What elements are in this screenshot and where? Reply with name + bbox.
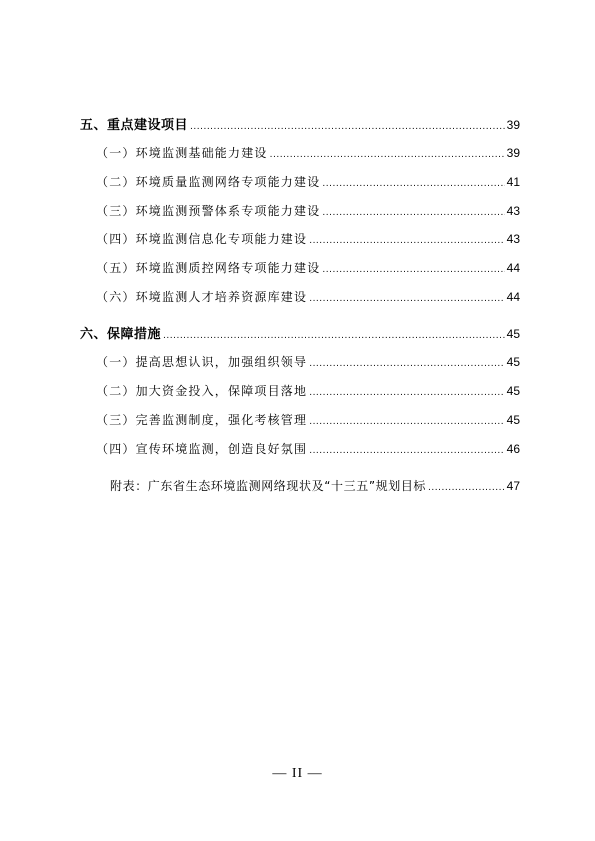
- toc-entry[interactable]: [80, 323, 520, 342]
- leader-dots: [270, 150, 505, 160]
- toc-entry-page: 39: [506, 146, 520, 160]
- toc-entry-label: （二）加大资金投入，保障项目落地: [96, 384, 308, 398]
- toc-entry-label: （一）提高思想认识，加强组织领导: [96, 355, 308, 369]
- toc-entry[interactable]: [96, 411, 520, 428]
- leader-dots: [309, 446, 504, 456]
- toc-entry[interactable]: [96, 230, 520, 247]
- leader-dots: [322, 179, 504, 189]
- toc-entry-appendix[interactable]: [110, 477, 520, 494]
- toc-entry-page: 45: [506, 413, 520, 427]
- toc-entry-label: 六、保障措施: [80, 327, 162, 342]
- toc-entry-label: （二）环境质量监测网络专项能力建设: [96, 175, 321, 189]
- toc-entry[interactable]: [96, 202, 520, 219]
- toc-entry-page: 44: [506, 290, 520, 304]
- toc-entry-label: 五、重点建设项目: [80, 118, 189, 133]
- toc-entry-page: 43: [506, 232, 520, 246]
- leader-dots: [309, 236, 504, 246]
- toc-entry-label: （六）环境监测人才培养资源库建设: [96, 290, 308, 304]
- toc-entry-page: 45: [506, 384, 520, 398]
- toc-entry-page: 43: [506, 204, 520, 218]
- toc-entry-label: （一）环境监测基础能力建设: [96, 146, 268, 160]
- toc-entry-label: （四）环境监测信息化专项能力建设: [96, 232, 308, 246]
- toc-entry-label: （五）环境监测质控网络专项能力建设: [96, 261, 321, 275]
- leader-dots: [309, 294, 504, 304]
- toc-entry-label: 附表：广东省生态环境监测网络现状及“十三五”规划目标: [110, 479, 427, 493]
- leader-dots: [163, 331, 505, 341]
- toc-entry[interactable]: [96, 259, 520, 276]
- toc-entry-page: 46: [506, 442, 520, 456]
- toc-entry-label: （三）环境监测预警体系专项能力建设: [96, 204, 321, 218]
- toc-entry[interactable]: [96, 173, 520, 190]
- toc-entry-page: 41: [506, 175, 520, 189]
- toc-entry[interactable]: [96, 353, 520, 370]
- toc-entry-page: 45: [506, 327, 520, 341]
- leader-dots: [190, 122, 505, 132]
- toc-entry[interactable]: [96, 382, 520, 399]
- page-number: — II —: [272, 766, 323, 781]
- toc-entry[interactable]: [96, 144, 520, 161]
- toc-entry[interactable]: [80, 114, 520, 133]
- toc-entry-page: 47: [506, 479, 520, 493]
- leader-dots: [309, 388, 504, 398]
- toc-entry[interactable]: [96, 288, 520, 305]
- leader-dots: [428, 483, 505, 493]
- toc-entry-label: （三）完善监测制度，强化考核管理: [96, 413, 308, 427]
- toc-entry-page: 45: [506, 355, 520, 369]
- leader-dots: [322, 208, 504, 218]
- toc-entry-label: （四）宣传环境监测，创造良好氛围: [96, 442, 308, 456]
- leader-dots: [322, 265, 504, 275]
- leader-dots: [309, 359, 504, 369]
- toc-entry-page: 44: [506, 261, 520, 275]
- toc-entry[interactable]: [96, 440, 520, 457]
- leader-dots: [309, 417, 504, 427]
- toc-entry-page: 39: [506, 118, 520, 132]
